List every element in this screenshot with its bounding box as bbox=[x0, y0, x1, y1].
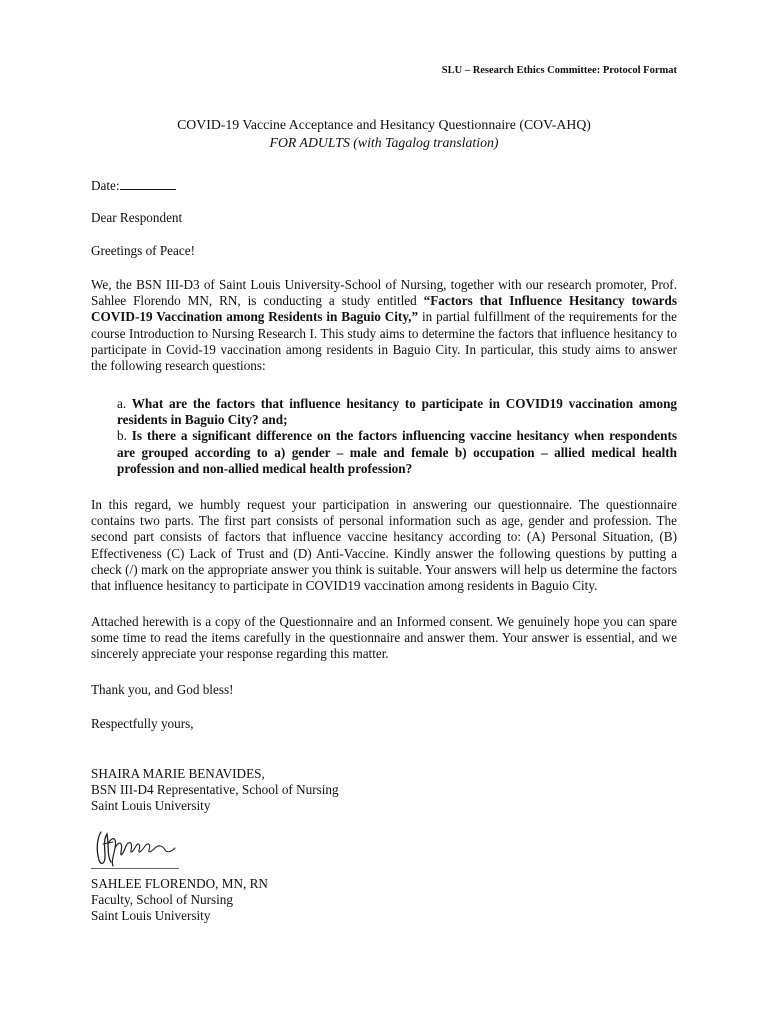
question-b-text: Is there a significant difference on the factors influencing vaccine hesitancy when respondents are grouped according to a) gender – male and female b) occupation – allied medical health profession and non-allied medical health profession? bbox=[117, 428, 678, 476]
faculty-name: SAHLEE FLORENDO, MN, RN bbox=[91, 876, 268, 891]
greeting: Greetings of Peace! bbox=[91, 243, 195, 258]
faculty-block bbox=[91, 876, 677, 925]
sender-institution: Saint Louis University bbox=[91, 798, 211, 814]
document-title: COVID-19 Vaccine Acceptance and Hesitancy Questionnaire (COV-AHQ) bbox=[177, 117, 591, 132]
study-title: “Factors that Influence Hesitancy towards COVID-19 Vaccination among Residents in Baguio City,” bbox=[91, 293, 677, 325]
faculty-institution: Saint Louis University bbox=[91, 908, 211, 924]
date-line bbox=[91, 177, 677, 194]
salutation: Dear Respondent bbox=[91, 210, 183, 225]
date-label: Date: bbox=[91, 178, 120, 193]
request-paragraph: In this regard, we humbly request your participation in answering our questionnaire. The questionnaire contains two parts. The first part consists of personal information such as age, gender and profession. The second part consists of factors that influence vaccine hesitancy according to: (A) Personal Situation, (B) Effectiveness (C) Lack of Trust and (D) Anti-Vaccine. Kindly answer the following questions by putting a check (/) mark on the appropriate answer you think is suitable. Your answers will help us determine the factors that influence hesitancy to participate in COVID19 vaccination among residents in Baguio City. bbox=[91, 497, 677, 594]
question-a-marker: a. bbox=[117, 396, 127, 411]
sender-name: SHAIRA MARIE BENAVIDES, bbox=[91, 766, 265, 781]
question-a bbox=[117, 396, 677, 428]
letter-page bbox=[91, 0, 677, 1024]
research-questions bbox=[117, 396, 677, 477]
intro-text-2: in partial fulfillment of the requirements for the course Introduction to Nursing Research I. This study aims to determine the factors that influence hesitancy to participate in Covid-19 vaccination among residents in Baguio City. In particular, this study aims to answer the following research questions: bbox=[91, 309, 677, 374]
signature-line bbox=[91, 868, 179, 869]
question-a-text: What are the factors that influence hesitancy to participate in COVID19 vaccination among residents in Baguio City? and; bbox=[117, 396, 677, 428]
sender-block bbox=[91, 766, 677, 815]
intro-text-1: We, the BSN III-D3 of Saint Louis University-School of Nursing, together with our research promoter, Prof. Sahlee Florendo MN, RN, is conducting a study entitled bbox=[91, 277, 677, 309]
question-b bbox=[117, 428, 677, 477]
document-title-block bbox=[91, 116, 677, 152]
intro-paragraph bbox=[91, 277, 677, 374]
date-blank bbox=[120, 177, 176, 190]
closing-line: Respectfully yours, bbox=[91, 716, 194, 731]
document-subtitle: FOR ADULTS (with Tagalog translation) bbox=[269, 135, 499, 150]
signature-image bbox=[93, 822, 183, 870]
sender-role: BSN III-D4 Representative, School of Nursing bbox=[91, 782, 339, 798]
question-b-marker: b. bbox=[117, 428, 127, 444]
attachment-paragraph: Attached herewith is a copy of the Questionnaire and an Informed consent. We genuinely hope you can spare some time to read the items carefully in the questionnaire and answer them. Your answer is essential, and we sincerely appreciate your response regarding this matter. bbox=[91, 614, 677, 662]
thanks-line: Thank you, and God bless! bbox=[91, 682, 234, 697]
protocol-header: SLU – Research Ethics Committee: Protocol Format bbox=[441, 65, 677, 76]
faculty-role: Faculty, School of Nursing bbox=[91, 892, 233, 908]
